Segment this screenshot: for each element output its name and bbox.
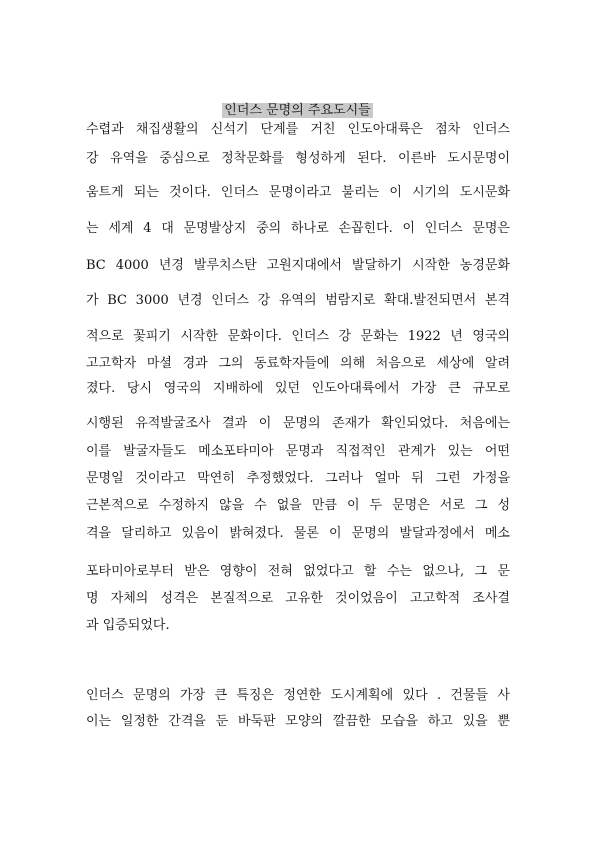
- paragraph-2-line-2: 이는 일정한 간격을 둔 바둑판 모양의 깔끔한 모습을 하고 있을 뿐: [86, 714, 510, 729]
- paragraph-1-line-14: 격을 달리하고 있음이 밝혀졌다. 물론 이 문명의 발달과정에서 메소: [86, 526, 510, 541]
- paragraph-1-line-1: 수렵과 채집생활의 신석기 단계를 거친 인도아대륙은 점차 인더스: [86, 122, 510, 137]
- paragraph-1-line-8: 고고학자 마셜 경과 그의 동료학자들에 의해 처음으로 세상에 알려: [86, 356, 510, 371]
- paragraph-1-line-4: 는 세계 4 대 문명발상지 중의 하나로 손꼽힌다. 이 인더스 문명은: [86, 221, 510, 236]
- paragraph-1-line-10: 시행된 유적발굴조사 결과 이 문명의 존재가 확인되었다. 처음에는: [86, 416, 510, 431]
- paragraph-2-line-1: 인더스 문명의 가장 큰 특징은 정연한 도시계획에 있다 . 건물들 사: [86, 688, 510, 703]
- paragraph-1-line-17: 과 입증되었다.: [86, 618, 170, 633]
- paragraph-1-line-7: 적으로 꽃피기 시작한 문화이다. 인더스 강 문화는 1922 년 영국의: [86, 329, 510, 344]
- paragraph-1-line-15: 포타미아로부터 받은 영향이 전혀 없었다고 할 수는 없으나, 그 문: [86, 564, 510, 579]
- paragraph-1-line-2: 강 유역을 중심으로 정착문화를 형성하게 된다. 이른바 도시문명이: [86, 151, 510, 166]
- paragraph-1-line-9: 졌다. 당시 영국의 지배하에 있던 인도아대륙에서 가장 큰 규모로: [86, 381, 510, 396]
- paragraph-1-line-16: 명 자체의 성격은 본질적으로 고유한 것이었음이 고고학적 조사결: [86, 591, 510, 606]
- document-title: [0, 103, 595, 119]
- paragraph-1-line-5: BC 4000 년경 발루치스탄 고원지대에서 발달하기 시작한 농경문화: [86, 258, 510, 273]
- paragraph-1-line-6: 가 BC 3000 년경 인더스 강 유역의 범람지로 확대.발전되면서 본격: [86, 293, 510, 308]
- paragraph-1-line-11: 이를 발굴자들도 메소포타미아 문명과 직접적인 관계가 있는 어떤: [86, 444, 510, 459]
- paragraph-1-line-12: 문명일 것이라고 막연히 추정했었다. 그러나 얼마 뒤 그런 가정을: [86, 471, 510, 486]
- document-title-text: 인더스 문명의 주요도시들: [224, 103, 371, 118]
- paragraph-1-line-3: 움트게 되는 것이다. 인더스 문명이라고 불리는 이 시기의 도시문화: [86, 185, 510, 200]
- paragraph-1-line-13: 근본적으로 수정하지 않을 수 없을 만큼 이 두 문명은 서로 그 성: [86, 498, 510, 513]
